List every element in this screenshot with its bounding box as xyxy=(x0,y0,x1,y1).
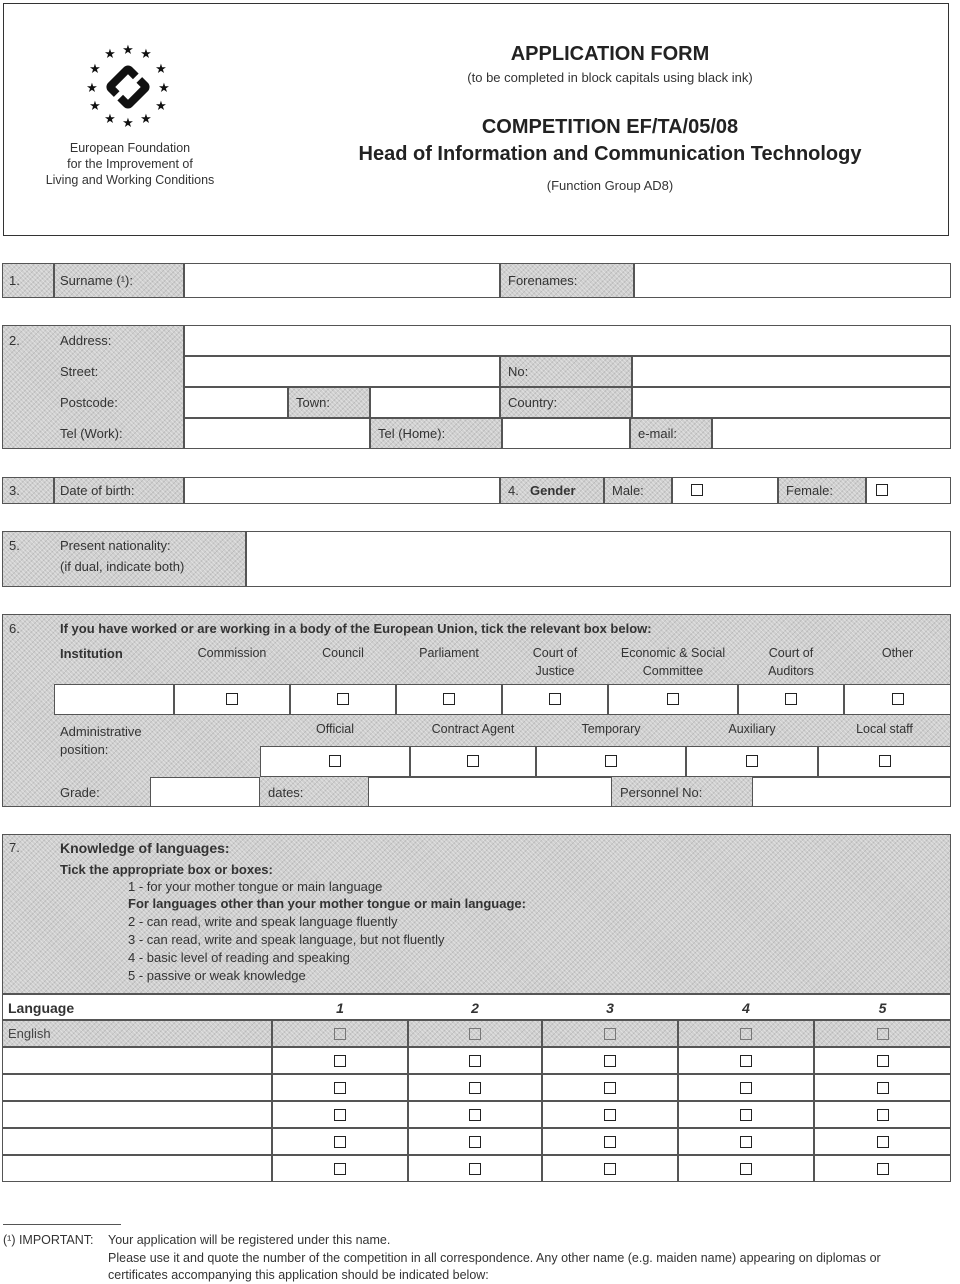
position-contract-agent-label: Contract Agent xyxy=(431,722,515,736)
nationality-field[interactable] xyxy=(246,531,951,587)
language-level-1-checkbox[interactable] xyxy=(334,1055,346,1067)
s1-num: 1. xyxy=(9,273,20,288)
s7-other: For languages other than your mother tongue or main language: xyxy=(128,896,526,911)
language-level-2-checkbox[interactable] xyxy=(469,1163,481,1175)
institution-other-label: Other xyxy=(881,646,914,660)
position-local-staff-checkbox[interactable] xyxy=(879,755,891,767)
country-field[interactable] xyxy=(632,387,951,418)
position-auxiliary-checkbox[interactable] xyxy=(746,755,758,767)
level-2-header: 2 xyxy=(471,1000,479,1016)
form-title: APPLICATION FORM xyxy=(510,43,710,65)
language-level-3-checkbox[interactable] xyxy=(604,1082,616,1094)
svg-text:★: ★ xyxy=(122,115,134,128)
dob-label: Date of birth: xyxy=(60,483,135,498)
position-temporary-checkbox[interactable] xyxy=(605,755,617,767)
address-label: Address: xyxy=(60,333,112,348)
personnel-field[interactable] xyxy=(752,777,951,807)
town-field[interactable] xyxy=(370,387,500,418)
language-name: English xyxy=(8,1026,51,1041)
language-level-5-checkbox[interactable] xyxy=(877,1109,889,1121)
language-name-field[interactable] xyxy=(2,1128,272,1155)
language-level-2-checkbox[interactable] xyxy=(469,1082,481,1094)
female-checkbox[interactable] xyxy=(876,484,888,496)
s5-num: 5. xyxy=(9,538,20,553)
institution-blank-cell xyxy=(54,684,174,715)
language-level-2-checkbox[interactable] xyxy=(469,1109,481,1121)
address-field[interactable] xyxy=(184,325,951,356)
position-auxiliary-label: Auxiliary xyxy=(728,722,776,736)
country-label: Country: xyxy=(508,395,558,410)
svg-text:★: ★ xyxy=(140,111,152,126)
s7-num: 7. xyxy=(9,840,20,855)
institution-court-of-auditors-label: Court of Auditors xyxy=(768,646,814,678)
grade-field[interactable] xyxy=(150,777,260,807)
nationality-note: (if dual, indicate both) xyxy=(60,559,185,574)
s7-level-4: 4 - basic level of reading and speaking xyxy=(128,950,350,965)
s4-num: 4. xyxy=(508,483,519,498)
language-level-3-checkbox[interactable] xyxy=(604,1055,616,1067)
s7-level-3: 3 - can read, write and speak language, but not fluently xyxy=(128,932,445,947)
s7-level-2: 2 - can read, write and speak language fluently xyxy=(128,914,398,929)
svg-text:★: ★ xyxy=(158,80,170,95)
footnote-line-1: Your application will be registered under this name. xyxy=(108,1233,391,1247)
personnel-label: Personnel No: xyxy=(620,785,703,800)
position-official-label: Official xyxy=(316,722,354,736)
street-field[interactable] xyxy=(184,356,500,387)
svg-text:★: ★ xyxy=(89,61,101,76)
dates-label: dates: xyxy=(268,785,304,800)
institution-ecosoc-checkbox[interactable] xyxy=(667,693,679,705)
level-5-header: 5 xyxy=(878,1000,887,1016)
institution-other-checkbox[interactable] xyxy=(892,693,904,705)
svg-text:★: ★ xyxy=(155,98,167,113)
language-level-3-checkbox[interactable] xyxy=(604,1163,616,1175)
org-name xyxy=(40,140,220,188)
org-line: Living and Working Conditions xyxy=(45,173,215,187)
s3-num: 3. xyxy=(9,483,20,498)
dob-field[interactable] xyxy=(184,477,500,504)
male-cell xyxy=(672,477,778,504)
competition-number: COMPETITION EF/TA/05/08 xyxy=(481,116,739,138)
grade-label: Grade: xyxy=(60,785,100,800)
language-level-1-checkbox[interactable] xyxy=(334,1028,346,1040)
institution-commission-checkbox[interactable] xyxy=(226,693,238,705)
tel-home-label: Tel (Home): xyxy=(378,426,446,441)
s7-level-1: 1 - for your mother tongue or main language xyxy=(128,879,383,894)
nationality-label: Present nationality: xyxy=(60,538,171,553)
svg-text:★: ★ xyxy=(104,111,116,126)
language-level-3-checkbox[interactable] xyxy=(604,1028,616,1040)
position-title: Head of Information and Communication Technology xyxy=(358,143,862,165)
svg-text:★: ★ xyxy=(86,80,98,95)
language-level-5-checkbox[interactable] xyxy=(877,1028,889,1040)
language-level-2-checkbox[interactable] xyxy=(469,1136,481,1148)
footnote-line-3: certificates accompanying this application should be indicated below: xyxy=(108,1268,489,1282)
org-line: for the Improvement of xyxy=(67,157,193,171)
svg-text:★: ★ xyxy=(155,61,167,76)
male-checkbox[interactable] xyxy=(691,484,703,496)
street-label: Street: xyxy=(60,364,99,379)
svg-text:★: ★ xyxy=(89,98,101,113)
s2-num: 2. xyxy=(9,333,20,348)
institution-parliament-label: Parliament xyxy=(419,646,479,660)
language-level-1-checkbox[interactable] xyxy=(334,1136,346,1148)
form-subtitle: (to be completed in block capitals using black ink) xyxy=(467,70,753,85)
org-line: European Foundation xyxy=(69,141,191,155)
language-name-field[interactable] xyxy=(2,1074,272,1101)
footnote-rule xyxy=(3,1224,121,1225)
institution-court-of-justice-checkbox[interactable] xyxy=(549,693,561,705)
language-level-5-checkbox[interactable] xyxy=(877,1082,889,1094)
gender-label: Gender xyxy=(530,483,576,498)
language-level-1-checkbox[interactable] xyxy=(334,1082,346,1094)
s6-question: If you have worked or are working in a body of the European Union, tick the relevant box below: xyxy=(60,621,652,636)
postcode-label: Postcode: xyxy=(60,395,118,410)
footnote-mark: (¹) IMPORTANT: xyxy=(3,1233,94,1247)
tel-home-field[interactable] xyxy=(502,418,630,449)
language-level-1-checkbox[interactable] xyxy=(334,1163,346,1175)
language-level-5-checkbox[interactable] xyxy=(877,1055,889,1067)
language-level-4-checkbox[interactable] xyxy=(740,1055,752,1067)
no-field[interactable] xyxy=(632,356,951,387)
language-level-5-checkbox[interactable] xyxy=(877,1136,889,1148)
language-name-field[interactable] xyxy=(2,1047,272,1074)
language-level-4-checkbox[interactable] xyxy=(740,1109,752,1121)
position-contract-agent-checkbox[interactable] xyxy=(467,755,479,767)
female-label: Female: xyxy=(786,483,833,498)
institution-council-checkbox[interactable] xyxy=(337,693,349,705)
level-4-header: 4 xyxy=(742,1000,750,1016)
language-column-header: Language xyxy=(8,1000,75,1016)
forenames-field[interactable] xyxy=(634,263,951,298)
eurofound-logo xyxy=(85,40,171,128)
institution-label: Institution xyxy=(60,646,123,661)
level-3-header: 3 xyxy=(606,1000,614,1016)
tel-work-label: Tel (Work): xyxy=(60,426,123,441)
footnote-line-2: Please use it and quote the number of the competition in all correspondence. Any other name (e.g. maiden name) appearing on diplomas or xyxy=(108,1251,881,1265)
language-level-4-checkbox[interactable] xyxy=(740,1082,752,1094)
language-level-3-checkbox[interactable] xyxy=(604,1109,616,1121)
dates-field[interactable] xyxy=(368,777,612,807)
institution-commission-label: Commission xyxy=(197,646,267,660)
language-level-4-checkbox[interactable] xyxy=(740,1163,752,1175)
language-level-2-checkbox[interactable] xyxy=(469,1028,481,1040)
svg-text:★: ★ xyxy=(140,46,152,61)
town-label: Town: xyxy=(296,395,330,410)
language-level-4-checkbox[interactable] xyxy=(740,1136,752,1148)
s7-tick: Tick the appropriate box or boxes: xyxy=(60,862,273,877)
forenames-label: Forenames: xyxy=(508,273,578,288)
male-label: Male: xyxy=(612,483,644,498)
institution-court-of-auditors-checkbox[interactable] xyxy=(785,693,797,705)
institution-parliament-checkbox[interactable] xyxy=(443,693,455,705)
email-label: e-mail: xyxy=(638,426,678,441)
no-label: No: xyxy=(508,364,529,379)
admin-position-label: Administrative position: xyxy=(60,724,142,757)
language-level-3-checkbox[interactable] xyxy=(604,1136,616,1148)
level-1-header: 1 xyxy=(336,1000,344,1016)
svg-text:★: ★ xyxy=(104,46,116,61)
function-group: (Function Group AD8) xyxy=(546,178,674,193)
surname-field[interactable] xyxy=(184,263,500,298)
language-level-4-checkbox[interactable] xyxy=(740,1028,752,1040)
institution-council-label: Council xyxy=(322,646,364,660)
tel-work-field[interactable] xyxy=(184,418,370,449)
institution-court-of-justice-label: Court of Justice xyxy=(532,646,578,678)
s6-num: 6. xyxy=(9,621,20,636)
s7-level-5: 5 - passive or weak knowledge xyxy=(128,968,306,983)
position-official-checkbox[interactable] xyxy=(329,755,341,767)
email-field[interactable] xyxy=(712,418,951,449)
language-level-1-checkbox[interactable] xyxy=(334,1109,346,1121)
institution-ecosoc-label: Economic & Social Committee xyxy=(620,646,726,678)
position-local-staff-label: Local staff xyxy=(856,722,913,736)
postcode-field[interactable] xyxy=(184,387,288,418)
language-level-2-checkbox[interactable] xyxy=(469,1055,481,1067)
svg-text:★: ★ xyxy=(122,42,134,57)
s7-title: Knowledge of languages: xyxy=(60,840,230,856)
position-temporary-label: Temporary xyxy=(581,722,641,736)
surname-label: Surname (¹): xyxy=(60,273,133,288)
language-name-field[interactable] xyxy=(2,1101,272,1128)
language-level-5-checkbox[interactable] xyxy=(877,1163,889,1175)
language-name-field[interactable] xyxy=(2,1155,272,1182)
